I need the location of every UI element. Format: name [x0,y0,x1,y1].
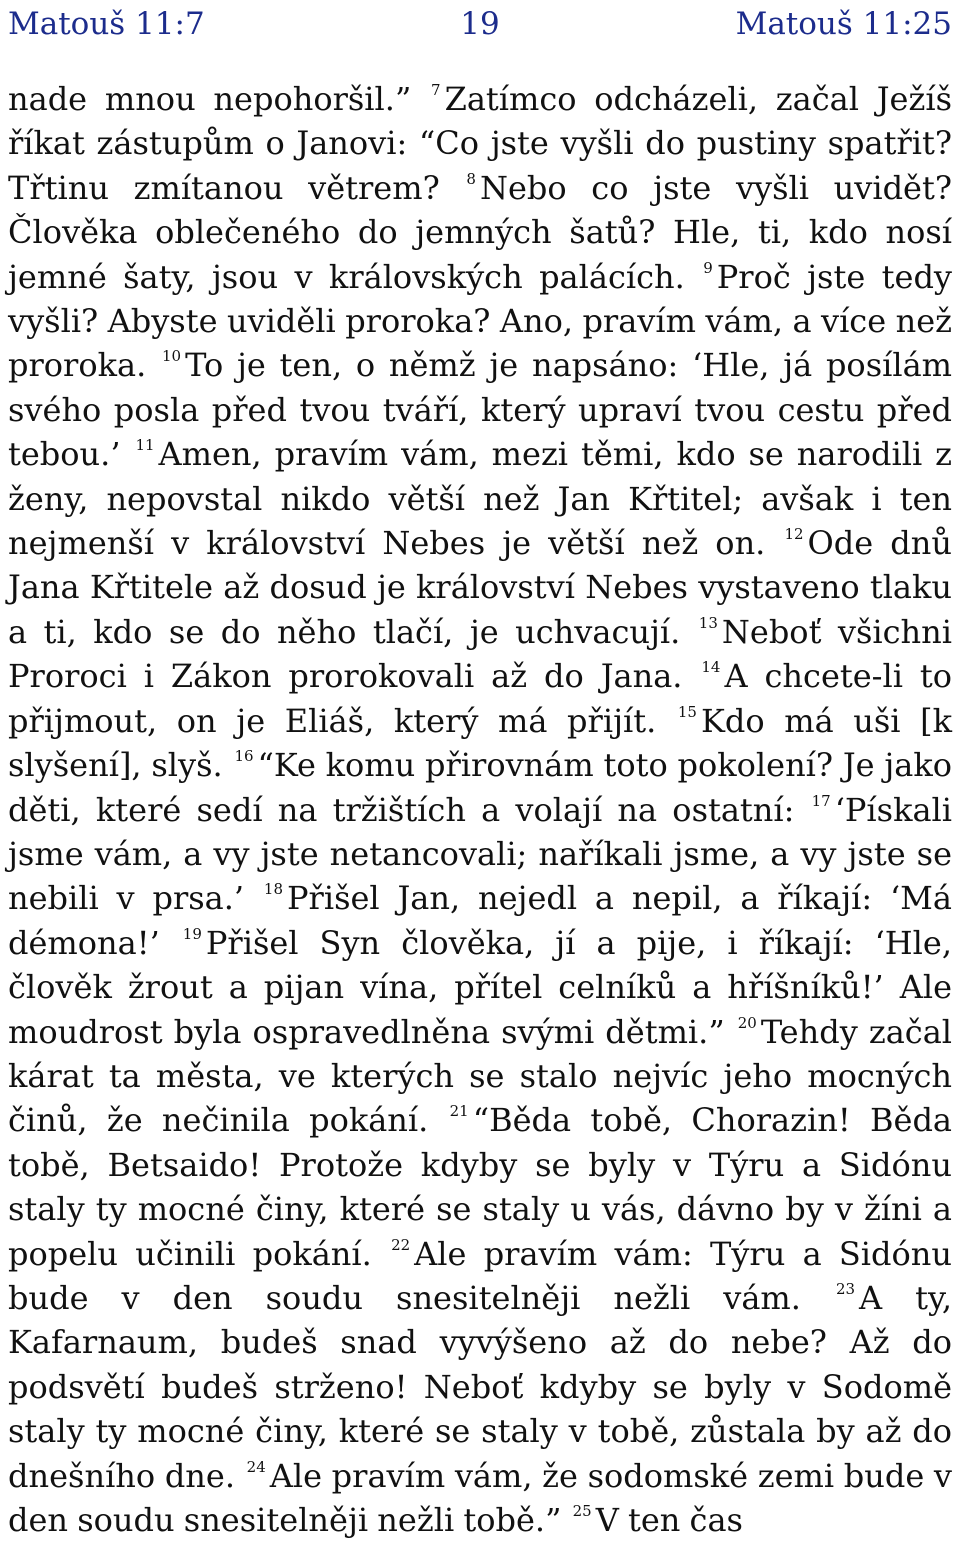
verse-number: 9 [703,258,713,277]
verse-number: 14 [701,658,721,677]
verse-number: 25 [572,1502,592,1520]
verse-text: Ode dnů Jana Křtitele až dosud je království Nebes vystaveno tlaku a ti, kdo se do něho tlačí, je uchvacují. [8,524,953,651]
verse-number: 12 [784,525,804,544]
verse-text: Ale pravím vám, že sodomské zemi bude v den soudu snesitelněji nežli tobě.” [8,1456,952,1539]
verse-text: Ale pravím vám: Týru a Sidónu bude v den soudu snesitelněji nežli vám. [8,1234,953,1317]
verse-text: V ten čas [595,1501,743,1539]
verse-text: Přišel Syn člověka, jí a pije, i říkají: ‘Hle, člověk žrout a pijan vína, přítel celníků a hříšníků!’ Ale moudrost byla ospravedlněna svými dětmi.” [8,923,953,1051]
page-header [0,0,960,50]
verse-number: 18 [263,880,283,899]
header-left-reference: Matouš 11:7 [8,6,205,42]
verse-text: “Běda tobě, Chorazin! Běda tobě, Betsaido! Protože kdyby se byly v Týru a Sidónu staly ty mocné činy, které se staly u vás, dávno by v žíni a popelu učinili pokání. [8,1101,953,1273]
verse-number: 10 [162,347,182,366]
verse-text: Kdo má uši [k slyšení], slyš. [8,701,953,785]
scripture-text [8,77,952,1542]
verse-number: 21 [449,1102,469,1121]
verse-number: 24 [246,1457,266,1476]
verse-text: ‘Pískali jsme vám, a vy jste netancovali; naříkali jsme, a vy jste se nebili v prsa.’ [8,790,952,918]
verse-text: Nebo co jste vyšli uvidět? Člověka oblečeného do jemných šatů? Hle, ti, kdo nosí jemné šaty, jsou v královských palácích. [8,168,953,296]
verse-text: Amen, pravím vám, mezi těmi, kdo se narodili z ženy, nepovstal nikdo větší než Jan Křtitel; avšak i ten nejmenší v království Nebes je větší než on. [8,435,953,563]
verse-text: Tehdy začal kárat ta města, ve kterých se stalo nejvíc jeho mocných činů, že nečinila pokání. [8,1012,952,1140]
verse-text: Proč jste tedy vyšli? Abyste uviděli proroka? Ano, pravím vám, a více než proroka. [8,257,953,385]
verse-number: 11 [135,436,155,455]
verse-number: 15 [677,702,697,721]
verse-number: 23 [835,1279,856,1298]
verse-text: To je ten, o němž je napsáno: ‘Hle, já posílám svého posla před tvou tváří, který upraví tvou cestu před tebou.’ [8,346,953,474]
verse-number: 17 [811,791,831,810]
verse-number: 16 [234,747,254,766]
verse-number: 7 [431,81,441,99]
header-right-reference: Matouš 11:25 [735,6,952,42]
page-number: 19 [460,6,500,42]
verse-text: nade mnou nepohoršil.” [8,80,430,118]
verse-text: A ty, Kafarnaum, budeš snad vyvýšeno až do nebe? Až do podsvětí budeš strženo! Neboť kdyby se byly v Sodomě staly ty mocné činy, které se staly v tobě, zůstala by až do dnešního dne. [8,1278,953,1495]
verse-text: “Ke komu přirovnám toto pokolení? Je jako děti, které sedí na tržištích a volají na ostatní: [8,746,953,829]
verse-text: Přišel Jan, nejedl a nepil, a říkají: ‘Má démona!’ [8,879,953,962]
verse-number: 8 [466,169,476,188]
verse-number: 22 [391,1235,411,1254]
verse-number: 19 [182,924,202,943]
verse-number: 20 [737,1013,757,1032]
verse [8,80,429,118]
verse-text: Neboť všichni Proroci i Zákon prorokovali až do Jana. [8,612,953,696]
verse-number: 13 [698,613,718,632]
verse-text: A chcete-li to přijmout, on je Eliáš, který má přijít. [8,657,953,740]
verse [571,1501,743,1539]
verse-text: Zatímco odcházeli, začal Ježíš říkat zástupům o Janovi: “Co jste vyšli do pustiny spatřit? Třtinu zmítanou větrem? [8,80,952,207]
